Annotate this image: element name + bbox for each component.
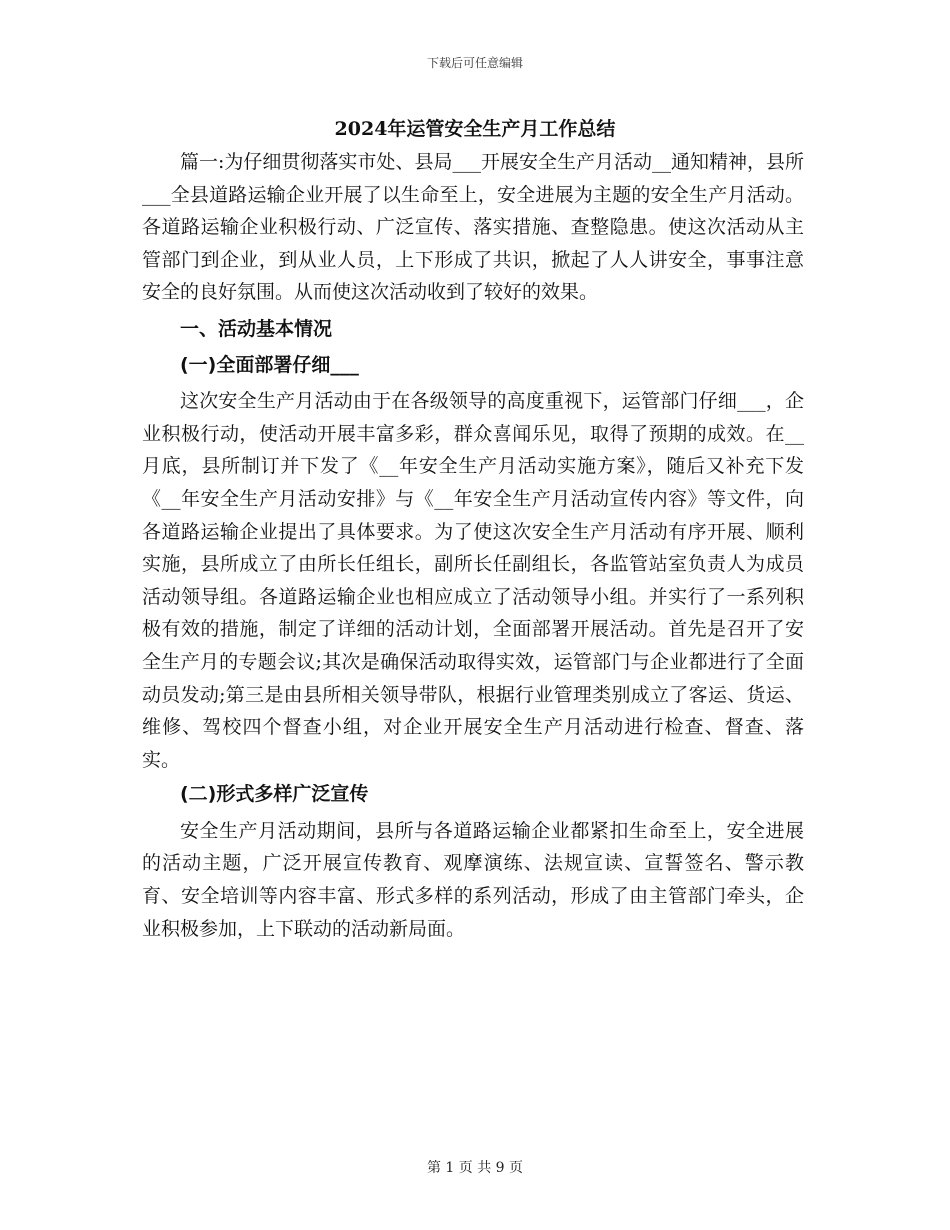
document-body <box>142 146 804 945</box>
header-note: 下载后可任意编辑 <box>426 56 523 70</box>
paragraph-intro: 篇一:为仔细贯彻落实市处、县局___开展安全生产月活动__通知精神，县所___全县道路运输企业开展了以生命至上，安全进展为主题的安全生产月活动。各道路运输企业积极行动、广泛宣传、落实措施、查整隐患。使这次活动从主管部门到企业，到从业人员，上下形成了共识，掀起了人人讲安全，事事注意安全的良好氛围。从而使这次活动收到了较好的效果。 <box>142 151 804 304</box>
paragraph-deployment: 这次安全生产月活动由于在各级领导的高度重视下，运管部门仔细___，企业积极行动，使活动开展丰富多彩，群众喜闻乐见，取得了预期的成效。在__月底，县所制订并下发了《__年安全生产月活动实施方案》，随后又补充下发《__年安全生产月活动安排》与《__年安全生产月活动宣传内容》等文件，向各道路运输企业提出了具体要求。为了使这次安全生产月活动有序开展、顺利实施，县所成立了由所长任组长，副所长任副组长，各监管站室负责人为成员活动领导组。各道路运输企业也相应成立了活动领导小组。并实行了一系列积极有效的措施，制定了详细的活动计划，全面部署开展活动。首先是召开了安全生产月的专题会议;其次是确保活动取得实效，运管部门与企业都进行了全面动员发动;第三是由县所相关领导带队，根据行业管理类别成立了客运、货运、维修、驾校四个督查小组，对企业开展安全生产月活动进行检查、督查、落实。 <box>142 390 804 771</box>
paragraph-publicity: 安全生产月活动期间，县所与各道路运输企业都紧扣生命至上，安全进展的活动主题，广泛开展宣传教育、观摩演练、法规宣读、宣誓签名、警示教育、安全培训等内容丰富、形式多样的系列活动，形成了由主管部门牵头，企业积极参加，上下联动的活动新局面。 <box>142 819 804 940</box>
document-title: 2024年运管安全生产月工作总结 <box>334 118 616 140</box>
subsection-heading-2: (二)形式多样广泛宣传 <box>180 783 369 806</box>
page-number-footer: 第 1 页 共 9 页 <box>426 1160 524 1176</box>
subsection-heading-1: (一)全面部署仔细___ <box>180 353 359 376</box>
section-heading-1: 一、活动基本情况 <box>180 317 333 340</box>
